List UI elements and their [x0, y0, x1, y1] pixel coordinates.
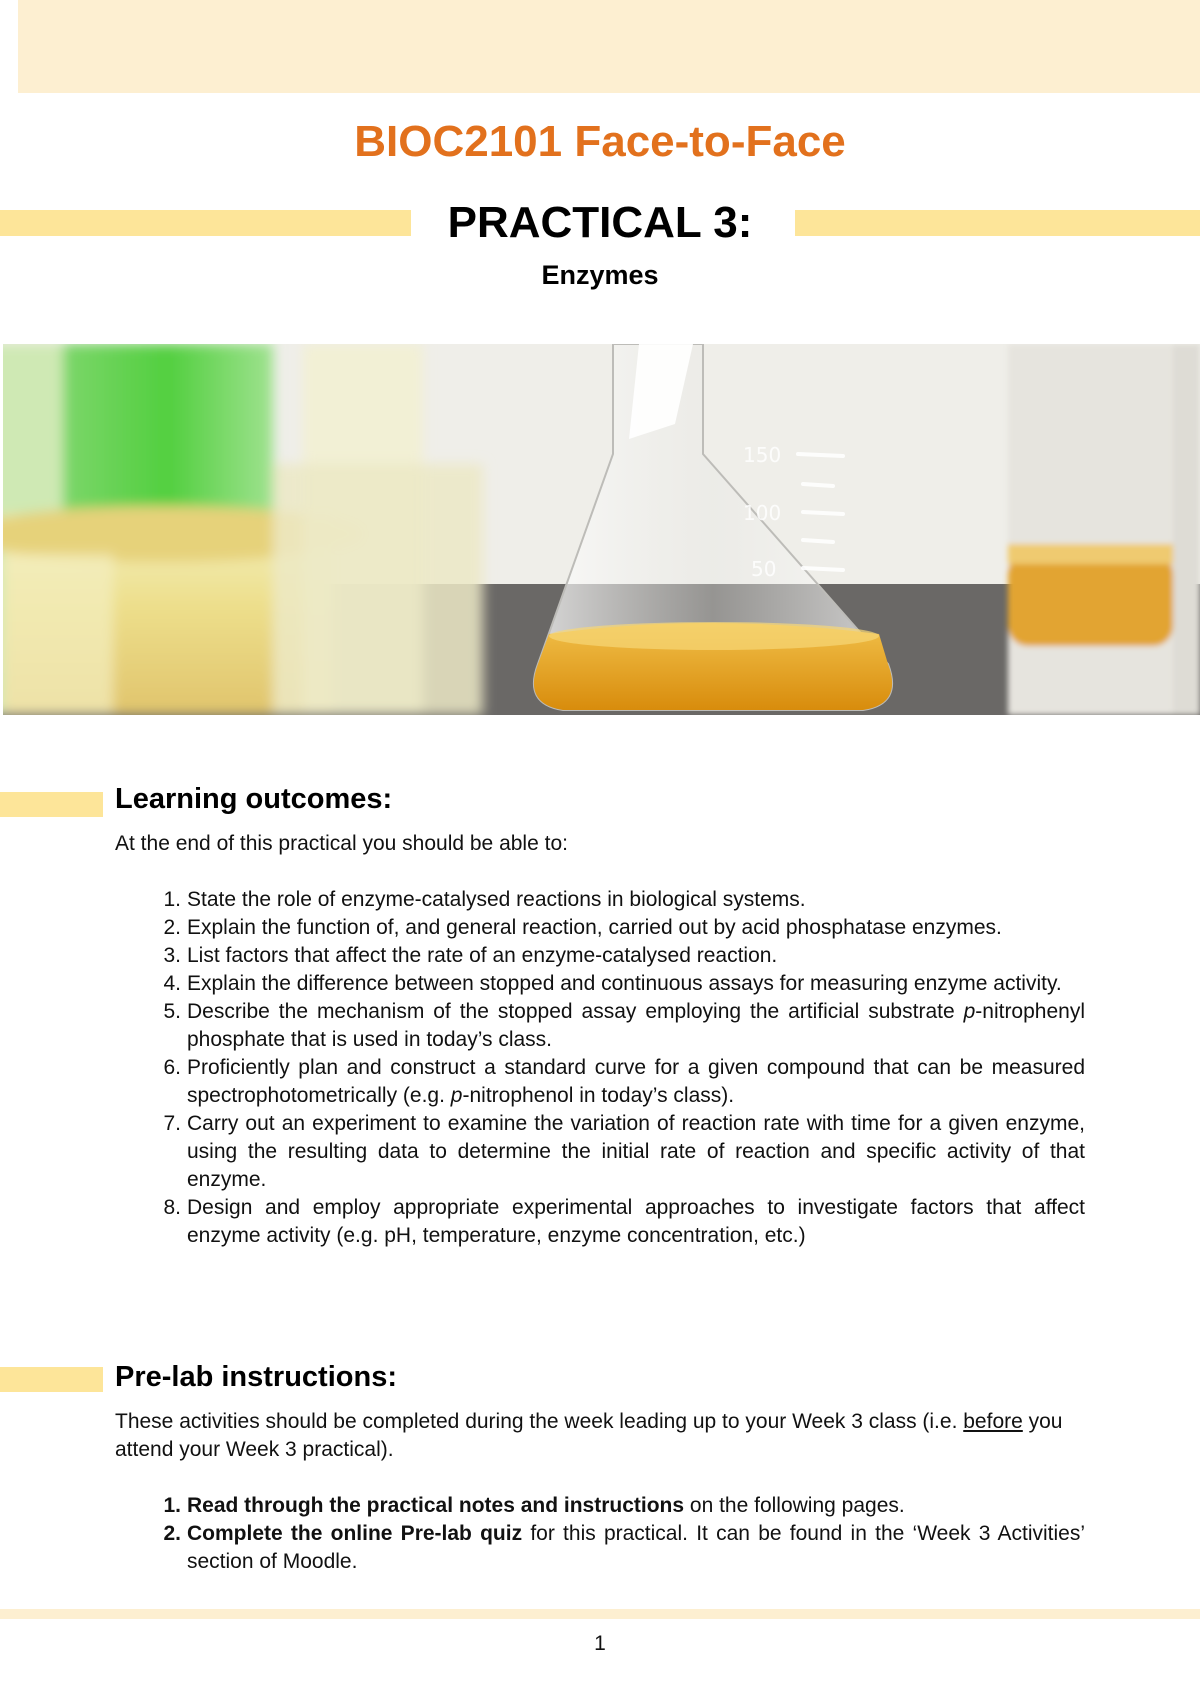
list-number: 6.	[163, 1056, 181, 1079]
learning-outcomes-stripe	[0, 792, 103, 817]
list-number: 5.	[163, 1000, 181, 1023]
page-number: 1	[594, 1632, 606, 1655]
prelab-list	[115, 1492, 1085, 1576]
learning-outcome-item	[115, 914, 1085, 942]
prelab-item-text: on the following pages.	[684, 1494, 905, 1517]
outcome-text: -nitrophenyl phosphate that is used in today’s class.	[187, 1000, 1085, 1051]
flask-mark-150: 150	[743, 443, 782, 467]
outcome-text: -nitrophenol in today’s class).	[462, 1084, 735, 1107]
prelab-item	[115, 1492, 1085, 1520]
prelab-intro	[115, 1408, 1085, 1464]
learning-outcomes-heading: Learning outcomes:	[115, 783, 393, 815]
list-number: 7.	[163, 1112, 181, 1135]
italic-p: p	[963, 1000, 976, 1023]
list-number: 1.	[163, 888, 181, 911]
practical-subtitle: Enzymes	[541, 260, 659, 290]
learning-outcome-item	[115, 998, 1085, 1054]
italic-p: p	[450, 1084, 463, 1107]
prelab-stripe	[0, 1367, 103, 1392]
outcome-text: Proficiently plan and construct a standard curve for a given compound that can be measured spectrophotometrically (e.g.	[187, 1056, 1085, 1107]
outcome-text: List factors that affect the rate of an enzyme-catalysed reaction.	[187, 944, 778, 967]
outcome-text: State the role of enzyme-catalysed reactions in biological systems.	[187, 888, 806, 911]
list-number: 4.	[163, 972, 181, 995]
prelab-intro-after: you attend your Week 3 practical).	[115, 1410, 1063, 1461]
learning-outcome-item	[115, 970, 1085, 998]
outcome-text: Describe the mechanism of the stopped assay employing the artificial substrate	[187, 1000, 964, 1023]
learning-outcomes-intro: At the end of this practical you should be able to:	[115, 832, 568, 855]
lab-flask-photo	[3, 344, 1200, 715]
header-band	[18, 0, 1200, 93]
outcome-text: Explain the difference between stopped and continuous assays for measuring enzyme activity.	[187, 972, 1062, 995]
learning-outcome-item	[115, 1194, 1085, 1250]
learning-outcome-item	[115, 1110, 1085, 1194]
learning-outcome-item	[115, 1054, 1085, 1110]
flask-mark-50: 50	[751, 557, 777, 581]
prelab-item-bold: Complete the online Pre-lab quiz	[187, 1522, 523, 1545]
prelab-item-bold: Read through the practical notes and instructions	[187, 1494, 685, 1517]
course-title: BIOC2101 Face-to-Face	[354, 117, 846, 166]
list-number: 8.	[163, 1196, 181, 1219]
prelab-heading: Pre-lab instructions:	[115, 1361, 397, 1393]
outcome-text: Design and employ appropriate experimental approaches to investigate factors that affect enzyme activity (e.g. pH, temperature, enzyme concentration, etc.)	[187, 1196, 1085, 1247]
flask-mark-100: 100	[743, 501, 782, 525]
learning-outcome-item	[115, 942, 1085, 970]
practical-title: PRACTICAL 3:	[447, 198, 753, 247]
list-number: 2.	[163, 916, 181, 939]
footer-band	[0, 1609, 1200, 1619]
learning-outcomes-list	[115, 886, 1085, 1250]
lab-flask-photo-icon	[3, 344, 1200, 715]
prelab-intro-underlined: before	[963, 1410, 1023, 1433]
list-number: 2.	[163, 1522, 181, 1545]
outcome-text: Carry out an experiment to examine the variation of reaction rate with time for a given enzyme, using the resulting data to determine the initial rate of reaction and specific activity of that enzyme.	[187, 1112, 1085, 1191]
prelab-item	[115, 1520, 1085, 1576]
outcome-text: Explain the function of, and general reaction, carried out by acid phosphatase enzymes.	[187, 916, 1002, 939]
list-number: 1.	[163, 1494, 181, 1517]
list-number: 3.	[163, 944, 181, 967]
prelab-item-text: for this practical. It can be found in the ‘Week 3 Activities’ section of Moodle.	[187, 1522, 1085, 1573]
learning-outcome-item	[115, 886, 1085, 914]
prelab-intro-before: These activities should be completed during the week leading up to your Week 3 class (i.e.	[115, 1410, 964, 1433]
